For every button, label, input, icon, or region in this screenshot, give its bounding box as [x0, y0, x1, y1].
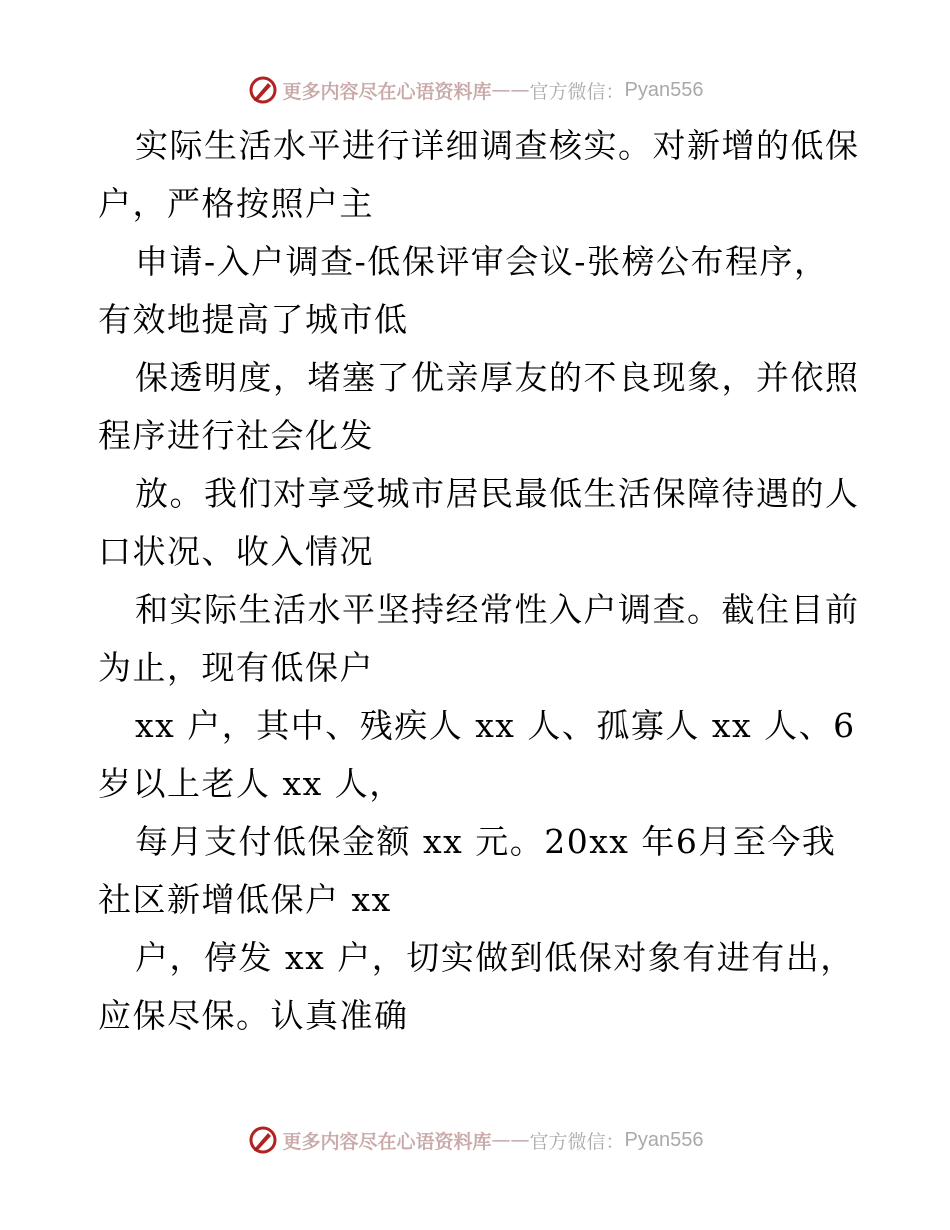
- pen-logo-icon: [247, 74, 279, 106]
- header-watermark: [0, 70, 950, 110]
- paragraph-line: 和实际生活水平坚持经常性入户调查。截住目前: [135, 590, 860, 629]
- paragraph-line: 口状况、收入情况: [98, 532, 374, 571]
- watermark-wechat-id: Pyan556: [624, 1128, 704, 1151]
- paragraph-line: 保透明度，堵塞了优亲厚友的不良现象，并依照: [135, 358, 860, 397]
- paragraph-line: 应保尽保。认真准确: [98, 996, 409, 1035]
- paragraph-line: 岁以上老人 xx 人，: [98, 764, 404, 803]
- document-body: [98, 117, 858, 1045]
- paragraph-line: 户，停发 xx 户，切实做到低保对象有进有出，: [135, 938, 855, 977]
- watermark-text: 更多内容尽在心语资料库: [282, 1130, 492, 1153]
- paragraph-line: 申请-入户调查-低保评审会议-张榜公布程序，: [135, 242, 829, 281]
- paragraph-line: 户，严格按照户主: [98, 184, 374, 223]
- paragraph-line: 实际生活水平进行详细调查核实。对新增的低保: [135, 126, 860, 165]
- paragraph-line: 为止，现有低保户: [98, 648, 374, 687]
- paragraph-line: 程序进行社会化发: [98, 416, 374, 455]
- watermark-text: 更多内容尽在心语资料库: [282, 80, 492, 103]
- paragraph-line: 放。我们对享受城市居民最低生活保障待遇的人: [135, 474, 860, 513]
- watermark-separator: ——: [491, 79, 530, 101]
- pen-logo-icon: [247, 1124, 279, 1156]
- footer-watermark: [0, 1120, 950, 1160]
- watermark-wechat-id: Pyan556: [624, 78, 704, 101]
- paragraph-line: 每月支付低保金额 xx 元。20xx 年6月至今我: [135, 822, 837, 861]
- paragraph-line: 社区新增低保户 xx: [98, 880, 392, 919]
- paragraph-line: xx 户，其中、残疾人 xx 人、孤寡人 xx 人、6: [135, 706, 856, 745]
- watermark-separator: ——: [491, 1129, 530, 1151]
- watermark-wechat-label: 官方微信：: [529, 1130, 625, 1153]
- watermark-wechat-label: 官方微信：: [529, 80, 625, 103]
- paragraph-line: 有效地提高了城市低: [98, 300, 409, 339]
